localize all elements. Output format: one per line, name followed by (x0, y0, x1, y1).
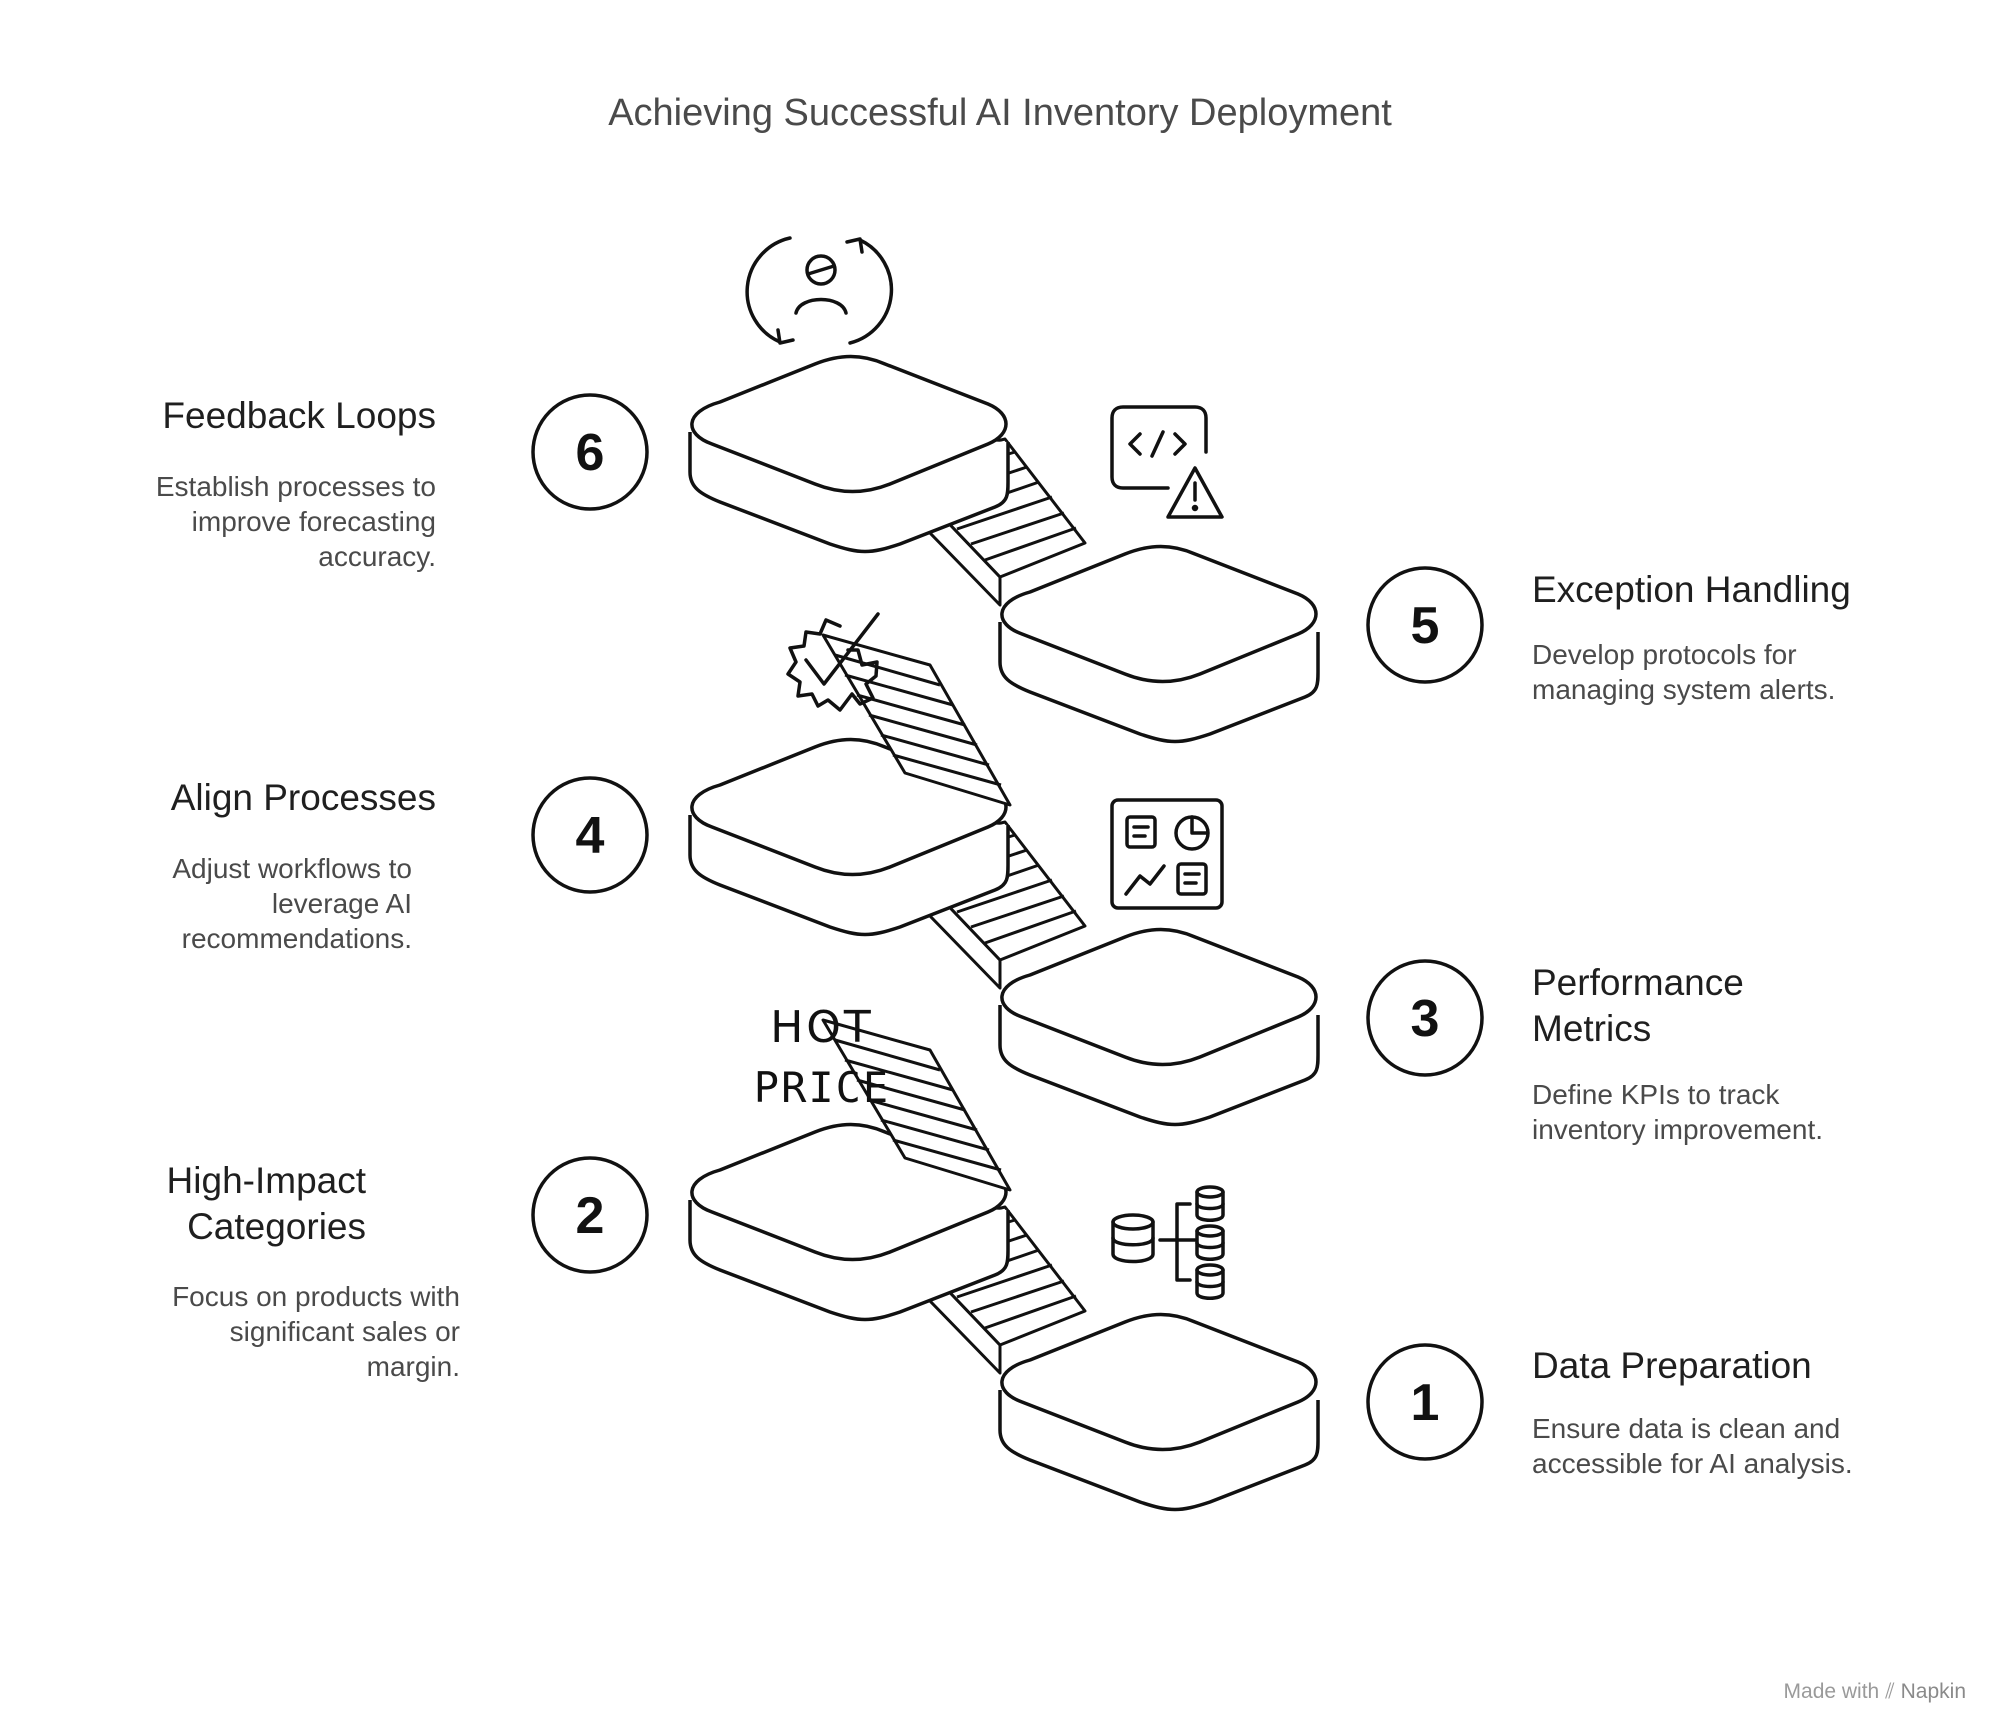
step-number-3: 3 (1410, 990, 1440, 1048)
step-3-title: Performance Metrics (1532, 962, 1744, 1049)
step-number-4: 4 (575, 807, 605, 865)
user-refresh-icon (747, 238, 891, 343)
hot-price-line1: HOT (770, 1002, 874, 1053)
number-circle-6 (533, 395, 647, 509)
footer-attribution (1784, 1679, 1966, 1704)
step-number-2: 2 (575, 1187, 605, 1245)
hot-price-line2: PRICE (753, 1063, 891, 1112)
number-circle-5 (1368, 568, 1482, 682)
platform-6 (690, 357, 1008, 552)
step-number-6: 6 (575, 424, 605, 482)
step-5-description: Develop protocols for managing system alerts. (1532, 639, 1836, 705)
step-4-description: Adjust workflows to leverage AI recommendations. (172, 853, 412, 954)
step-2-description: Focus on products with significant sales or margin. (172, 1281, 460, 1382)
footer-made-with: Made with (1783, 1680, 1880, 1703)
number-circle-4 (533, 778, 647, 892)
step-6-title: Feedback Loops (162, 395, 436, 436)
step-4-title: Align Processes (170, 777, 436, 818)
platform-5 (1000, 547, 1318, 742)
footer-brand: Napkin (1900, 1680, 1966, 1703)
step-2-title: High-Impact Categories (166, 1160, 366, 1247)
database-icon (1113, 1187, 1223, 1298)
code-warning-icon (1112, 407, 1222, 517)
step-number-1: 1 (1410, 1374, 1440, 1432)
dashboard-icon (1112, 800, 1222, 908)
step-number-5: 5 (1410, 597, 1440, 655)
step-5-title: Exception Handling (1532, 569, 1851, 610)
step-1-description: Ensure data is clean and accessible for AI analysis. (1532, 1413, 1853, 1479)
number-circle-1 (1368, 1345, 1482, 1459)
diagram-title: Achieving Successful AI Inventory Deployment (608, 92, 1392, 134)
step-3-description: Define KPIs to track inventory improvement. (1532, 1079, 1824, 1145)
platform-3 (1000, 930, 1318, 1125)
step-1-title: Data Preparation (1532, 1345, 1812, 1386)
step-6-description: Establish processes to improve forecasting accuracy. (155, 471, 436, 572)
platform-1 (1000, 1315, 1318, 1510)
number-circle-3 (1368, 961, 1482, 1075)
napkin-logo-icon: ⫽ (1885, 1679, 1895, 1703)
number-circle-2 (533, 1158, 647, 1272)
